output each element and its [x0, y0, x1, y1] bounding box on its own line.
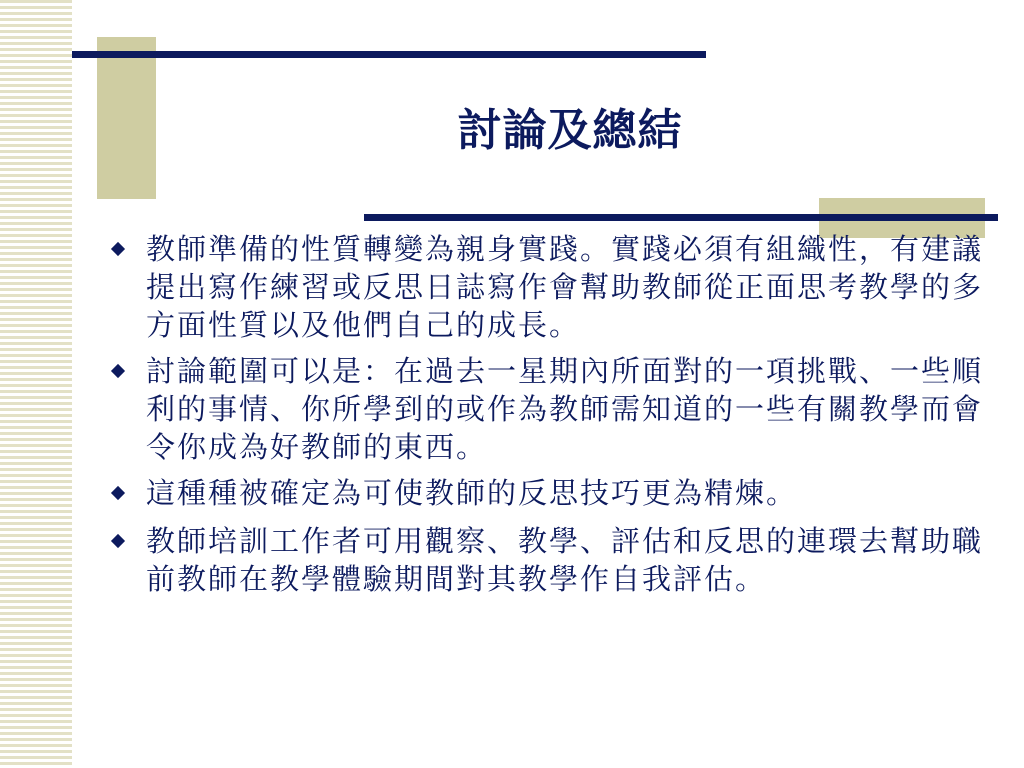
decorative-title-block	[97, 37, 156, 199]
top-divider	[72, 51, 706, 58]
middle-divider	[364, 214, 998, 221]
slide-title: 討論及總結	[457, 105, 683, 156]
diamond-bullet-icon	[111, 486, 125, 500]
diamond-bullet-icon	[111, 242, 125, 256]
bullet-item	[111, 522, 991, 598]
bullet-text: 教師培訓工作者可用觀察、教學、評估和反思的連環去幫助職前教師在教學體驗期間對其教學作自我評估。	[146, 524, 984, 596]
bullet-text: 討論範圍可以是：在過去一星期內所面對的一項挑戰、一些順利的事情、你所學到的或作為教師需知道的一些有關教學而會令你成為好教師的東西。	[146, 354, 984, 464]
bullet-item	[111, 474, 991, 512]
bullet-list	[111, 230, 991, 606]
bullet-text: 這種種被確定為可使教師的反思技巧更為精煉。	[146, 476, 798, 510]
decorative-stripes	[0, 0, 72, 768]
bullet-item	[111, 230, 991, 344]
diamond-bullet-icon	[111, 534, 125, 548]
bullet-item	[111, 352, 991, 466]
diamond-bullet-icon	[111, 364, 125, 378]
bullet-text: 教師準備的性質轉變為親身實踐。實踐必須有組織性，有建議提出寫作練習或反思日誌寫作會幫助教師從正面思考教學的多方面性質以及他們自己的成長。	[146, 232, 984, 342]
